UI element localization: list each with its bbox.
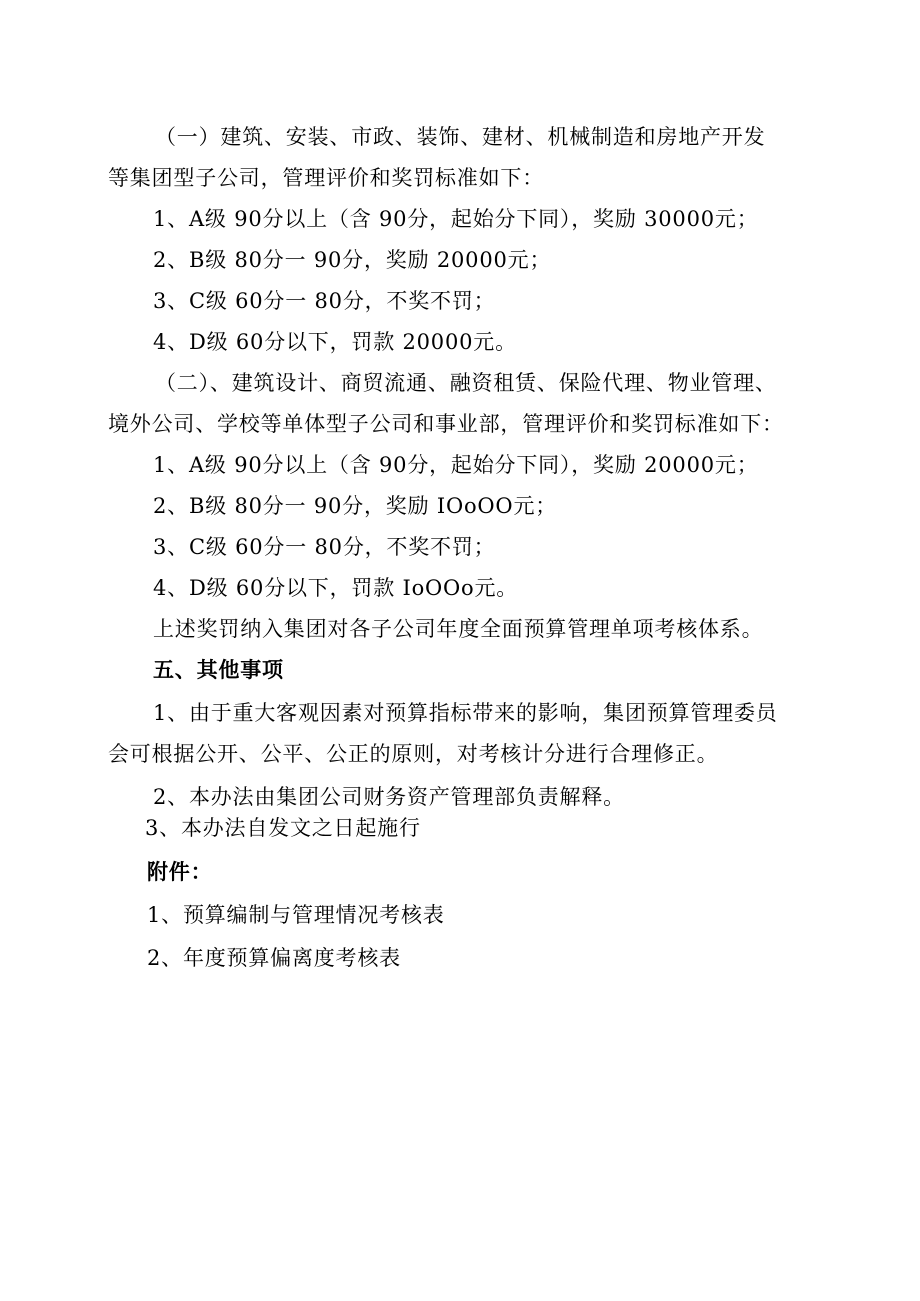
- attachment-item-2: 2、年度预算偏离度考核表: [147, 946, 401, 970]
- section1-item-1: 1、A级 90分以上（含 90分，起始分下同），奖励 30000元；: [153, 207, 759, 231]
- section2-heading-line2: 境外公司、学校等单体型子公司和事业部，管理评价和奖罚标准如下：: [108, 412, 784, 436]
- section1-item-3: 3、C级 60分一 80分，不奖不罚；: [153, 289, 496, 313]
- section2-item-2: 2、B级 80分一 90分，奖励 IOoOO元；: [153, 494, 558, 518]
- section1-item-4: 4、D级 60分以下，罚款 20000元。: [153, 330, 517, 354]
- section2-summary: 上述奖罚纳入集团对各子公司年度全面预算管理单项考核体系。: [153, 617, 764, 641]
- other-item1-line2: 会可根据公开、公平、公正的原则，对考核计分进行合理修正。: [108, 742, 719, 766]
- section1-heading-line2: 等集团型子公司，管理评价和奖罚标准如下：: [108, 166, 544, 190]
- attachment-item-1: 1、预算编制与管理情况考核表: [147, 903, 445, 927]
- other-matters-title: 五、其他事项: [153, 658, 284, 682]
- section1-heading-line1: （一）建筑、安装、市政、装饰、建材、机械制造和房地产开发: [155, 125, 766, 149]
- attachments-title: 附件：: [147, 860, 213, 884]
- other-item1-line1: 1、由于重大客观因素对预算指标带来的影响，集团预算管理委员: [153, 701, 778, 725]
- section2-item-1: 1、A级 90分以上（含 90分，起始分下同），奖励 20000元；: [153, 453, 759, 477]
- other-item3: 3、本办法自发文之日起施行: [145, 816, 421, 840]
- section2-item-3: 3、C级 60分一 80分，不奖不罚；: [153, 535, 496, 559]
- section1-item-2: 2、B级 80分一 90分，奖励 20000元；: [153, 248, 552, 272]
- section2-item-4: 4、D级 60分以下，罚款 IoOOo元。: [153, 576, 519, 600]
- other-item2: 2、本办法由集团公司财务资产管理部负责解释。: [153, 785, 625, 809]
- section2-heading-line1: （二）、建筑设计、商贸流通、融资租赁、保险代理、物业管理、: [155, 371, 777, 395]
